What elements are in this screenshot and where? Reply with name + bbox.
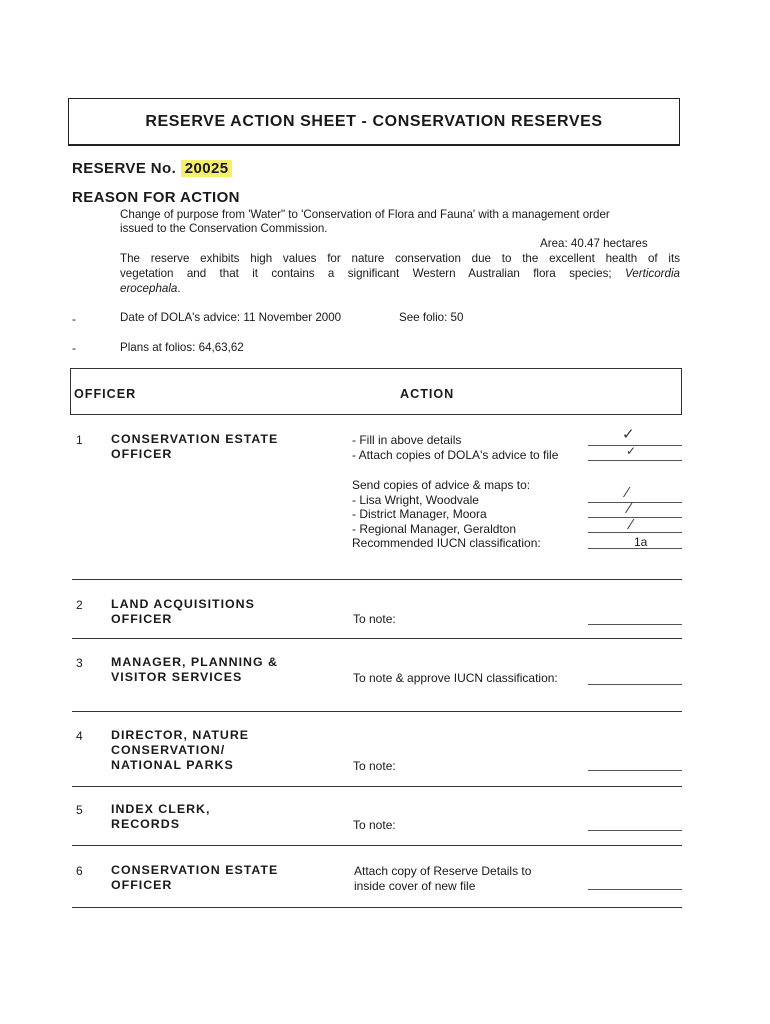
officer-line: VISITOR SERVICES (111, 670, 243, 684)
officer-line: DIRECTOR, NATURE (111, 728, 250, 742)
row-divider (72, 638, 682, 639)
tick-mark: ✓ (626, 444, 637, 458)
signature-line (588, 889, 682, 890)
bullet-dash: - (72, 312, 76, 326)
page-title: RESERVE ACTION SHEET - CONSERVATION RESERVES (145, 113, 603, 130)
signature-line (588, 624, 682, 625)
officer-line: CONSERVATION ESTATE (111, 432, 279, 446)
row-divider (72, 786, 682, 787)
species-line (120, 282, 181, 297)
row-number: 5 (76, 803, 83, 817)
action-line: - District Manager, Moora (352, 507, 487, 521)
officer-line: MANAGER, PLANNING & (111, 655, 278, 669)
officer-line: LAND ACQUISITIONS (111, 597, 255, 611)
reserve-number-line (72, 160, 232, 177)
officer-header: OFFICER (74, 387, 137, 401)
action-line: - Fill in above details (352, 433, 462, 447)
signature-line (588, 517, 682, 518)
signature-line (588, 684, 682, 685)
row-officer (111, 728, 249, 773)
row-divider (72, 711, 682, 712)
row-officer (111, 655, 278, 685)
row-officer (111, 802, 210, 832)
see-folio: See folio: 50 (399, 311, 464, 324)
signature-line (588, 830, 682, 831)
bullet-dash: - (72, 341, 76, 355)
reason-line-2: issued to the Conservation Commission. (120, 222, 328, 235)
reserve-number: 20025 (181, 160, 233, 177)
area: Area: 40.47 hectares (540, 237, 648, 250)
action-line: - Lisa Wright, Woodvale (352, 492, 479, 507)
row-number: 2 (76, 598, 83, 612)
action-header: ACTION (400, 387, 455, 401)
action-line: Attach copy of Reserve Details to (354, 864, 532, 878)
officer-line: CONSERVATION ESTATE (111, 863, 279, 877)
plans-folios: Plans at folios: 64,63,62 (120, 341, 244, 354)
action-line: - Attach copies of DOLA's advice to file (352, 447, 559, 462)
row-officer (111, 432, 278, 462)
row-divider (72, 579, 682, 580)
reason-para-2-text: vegetation and that it contains a significant Western Australian flora species; (120, 267, 612, 280)
row-action: To note & approve IUCN classification: (353, 671, 558, 685)
tick-mark: ⁄ (630, 516, 633, 533)
dola-advice: Date of DOLA's advice: 11 November 2000 (120, 311, 342, 324)
tick-mark: ⁄ (626, 484, 629, 501)
officer-line: RECORDS (111, 817, 180, 831)
officer-line: INDEX CLERK, (111, 802, 211, 816)
row-action: To note: (353, 759, 396, 773)
action-line: - Regional Manager, Geraldton (352, 521, 517, 536)
reason-heading: REASON FOR ACTION (72, 189, 240, 206)
row-action: To note: (353, 612, 396, 626)
officer-line: OFFICER (111, 878, 173, 892)
officer-line: OFFICER (111, 612, 173, 626)
tick-mark: ✓ (622, 426, 635, 443)
signature-line (588, 460, 682, 461)
row-action: To note: (353, 818, 396, 832)
species-epithet: erocephala (120, 282, 178, 295)
row-number: 4 (76, 729, 83, 743)
officer-line: NATIONAL PARKS (111, 758, 234, 772)
row-officer (111, 863, 278, 893)
row-action (354, 864, 531, 893)
row-divider (72, 907, 682, 908)
signature-line (588, 532, 682, 533)
row-officer (111, 597, 255, 627)
action-line: Send copies of advice & maps to: (352, 478, 531, 492)
species-period: . (177, 282, 181, 295)
iucn-classification: 1a (634, 535, 648, 549)
reserve-label: RESERVE No. (72, 160, 177, 177)
species-genus: Verticordia (624, 267, 680, 280)
table-header-box (70, 368, 682, 415)
row-number: 1 (76, 433, 83, 447)
signature-line (588, 502, 682, 503)
row-action (352, 433, 558, 551)
row-number: 3 (76, 656, 83, 670)
row-divider (72, 845, 682, 846)
tick-mark: ⁄ (628, 500, 631, 517)
reason-para-2 (120, 267, 680, 282)
reason-line-1: Change of purpose from 'Water" to 'Conservation of Flora and Fauna' with a management order (120, 208, 610, 221)
officer-line: CONSERVATION/ (111, 743, 226, 757)
action-line: inside cover of new file (354, 878, 476, 893)
reason-para-1: The reserve exhibits high values for nature conservation due to the excellent health of its (120, 252, 680, 265)
officer-line: OFFICER (111, 447, 173, 461)
signature-line (588, 770, 682, 771)
row-number: 6 (76, 864, 83, 878)
action-line: Recommended IUCN classification: (352, 536, 541, 550)
